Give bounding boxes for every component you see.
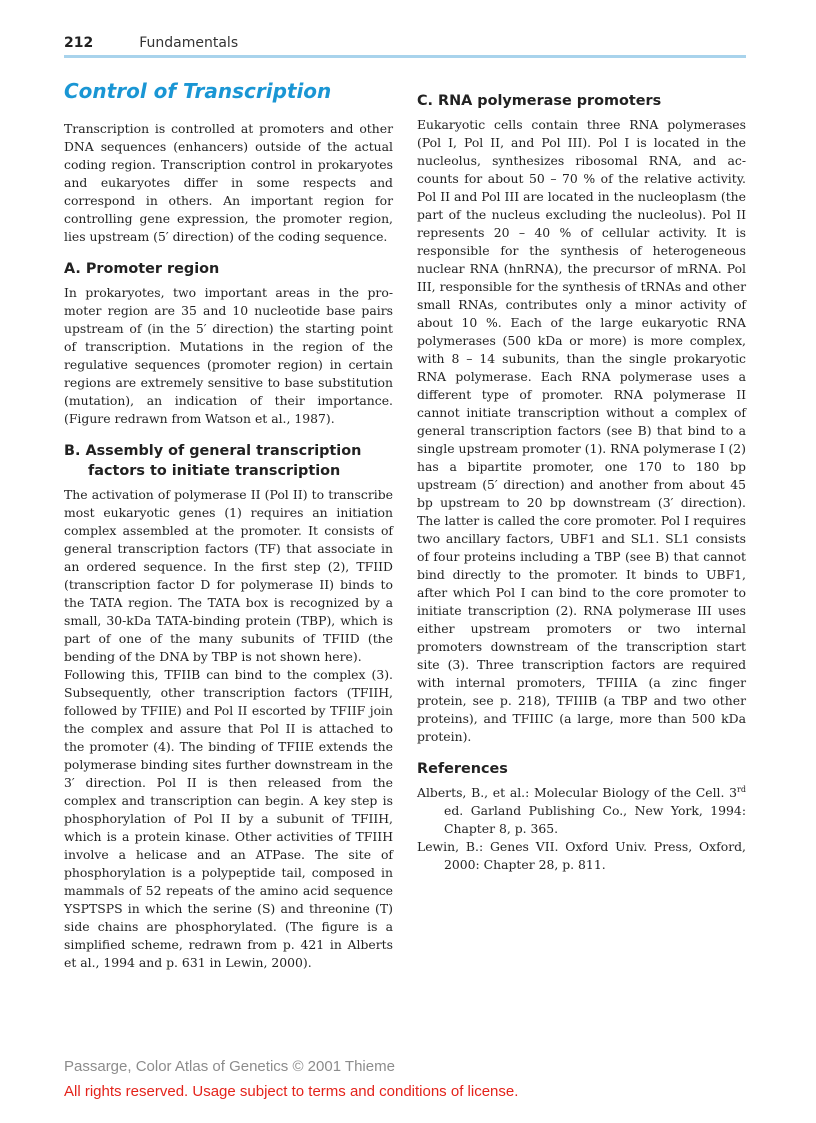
section-c-heading: C. RNA polymerase promoters [417, 93, 662, 109]
reference-1-superscript: rd [737, 784, 746, 794]
intro-paragraph: Transcription is controlled at promoters and other DNA sequences (enhancers) outside of the actual coding region. Transcription control in prokaryotes and eukaryotes differ in some respects and correspond in others. An important region for controlling gene expression, the promoter region, lies upstream (5′ direction) of the coding sequence. [64, 121, 393, 244]
references-heading: References [417, 761, 508, 777]
page-title: Control of Transcription [64, 79, 332, 103]
reference-item [417, 784, 746, 838]
left-column [64, 79, 393, 972]
right-column [417, 91, 746, 874]
section-b-paragraph-1: The activation of polymerase II (Pol II) to transcribe most eukaryotic genes (1) requires an initiation complex assembled at the promoter. It consists of general transcription factors (TF) that associate in an ordered sequence. In the first step (2), TFIID (transcription factor D for polymerase II) binds to the TATA region. The TATA box is recognized by a small, 30-kDa TATA-binding protein (TBP), which is part of one of the many subunits of TFIID (the bending of the DNA by TBP is not shown here). [64, 487, 393, 664]
section-b-paragraph-2: Following this, TFIIB can bind to the complex (3). Subsequently, other transcription factors (TFIIH, followed by TFIIE) and Pol II escorted by TFIIF join the complex and assure that Pol II is attached to the promoter (4). The binding of TFIIE extends the polymerase binding sites further downstream in the 3′ direction. Pol II is then released from the complex and transcription can begin. A key step is phosphorylation of Pol II by a subunit of TFIIH, which is a protein kinase. Other activities of TFIIH involve a helicase and an ATPase. The site of phosphorylation is a polypeptide tail, composed in mammals of 52 repeats of the amino acid sequence YSPTSPS in which the serine (S) and threonine (T) side chains are phosphorylated. (The figure is a simplified scheme, redrawn from p. 421 in Alberts et al., 1994 and p. 631 in Lewin, 2000). [64, 667, 393, 970]
page-header [64, 32, 746, 51]
page-number: 212 [64, 35, 94, 51]
reference-item: Lewin, B.: Genes VII. Oxford Univ. Press, Oxford, 2000: Chapter 28, p. 811. [417, 839, 746, 872]
reference-1-text-cont: ed. Garland Publishing Co., New York, 1994: Chapter 8, p. 365. [444, 803, 746, 836]
reference-1-text: Alberts, B., et al.: Molecular Biology of the Cell. 3 [417, 785, 738, 800]
license-notice: All rights reserved. Usage subject to terms and conditions of license. [64, 1083, 519, 1100]
section-a-text: In prokaryotes, two important areas in the promoter region are 35 and 10 nucleotide base pairs upstream of (in the 5′ direction) the starting point of transcription. Mutations in the region of the regulative sequences (promoter region) in certain regions are extremely sensitive to base substitution (mutation), an indication of their importance. (Figure redrawn from Watson et al., 1987). [64, 285, 393, 426]
section-b-heading: B. Assembly of general transcription factors to initiate transcription [64, 443, 362, 479]
section-a-heading: A. Promoter region [64, 261, 220, 277]
chapter-title: Fundamentals [139, 35, 239, 51]
copyright-notice: Passarge, Color Atlas of Genetics © 2001 Thieme [64, 1058, 395, 1075]
header-rule [64, 55, 746, 58]
section-c-text: Eukaryotic cells contain three RNA polymerases (Pol I, Pol II, and Pol III). Pol I is located in the nucleolus, synthesizes ribosomal RNA, and accounts for about 50 – 70 % of the relative activity. Pol II and Pol III are located in the nucleoplasm (the part of the nucleus excluding the nucleolus). Pol II represents 20 – 40 % of cellular activity. It is responsible for the synthesis of heterogeneous nuclear RNA (hnRNA), the precursor of mRNA. Pol III, responsible for the synthesis of tRNAs and other small RNAs, contributes only a minor activity of about 10 %. Each of the large eukaryotic RNA polymerases (500 kDa or more) is more complex, with 8 – 14 subunits, than the single prokaryotic RNA polymerase. Each RNA polymerase uses a different type of promoter. RNA polymerase II cannot initiate transcription without a complex of general transcription factors (see B) that bind to a single upstream promoter (1). RNA polymerase I (2) has a bipartite promoter, one 170 to 180 bp upstream (5′ direction) and another from about 45 bp upstream to 20 bp downstream (3′ direction). The latter is called the core promoter. Pol I requires two ancillary factors, UBF1 and SL1. SL1 consists of four proteins including a TBP (see B) that cannot bind directly to the promoter. It binds to UBF1, after which Pol I can bind to the core promoter to initiate transcription (2). RNA polymerase III uses either upstream promoters or two internal promoters downstream of the transcription start site (3). Three transcription factors are required with internal promoters, TFIIIA (a zinc finger protein, see p. 218), TFIIIB (a TBP and two other proteins), and TFIIIC (a large, more than 500 kDa protein). [417, 117, 746, 744]
references-list [417, 784, 746, 874]
